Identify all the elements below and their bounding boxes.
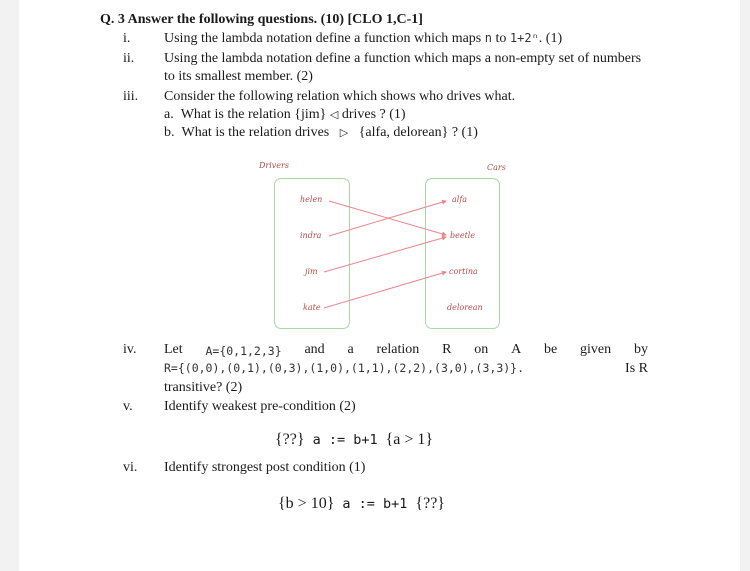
item-text-iv-line3: transitive? (2) xyxy=(164,380,243,395)
car-beetle: beetle xyxy=(450,231,476,240)
item-text-ii-line1: Using the lambda notation define a function which maps a non-empty set of numbers xyxy=(164,51,642,66)
hoare-triple-vi: {b > 10} a := b+1 {??} xyxy=(278,495,445,512)
item-text-iv-line2: R={(0,0),(0,1),(0,3),(1,0),(1,1),(2,2),(3,0),(3,3)}. Is R xyxy=(164,361,648,376)
item-number-i: i. xyxy=(123,31,131,46)
arrow-jim-beetle xyxy=(324,237,446,272)
domain-restriction-symbol: ◁ xyxy=(329,109,339,121)
subitem-iii-b: b. What is the relation drives ▷ {alfa, delorean} ? (1) xyxy=(164,125,478,140)
item-number-v: v. xyxy=(123,399,133,414)
item-number-ii: ii. xyxy=(123,51,135,66)
subitem-iii-a: a. What is the relation {jim} ◁ drives ? (1) xyxy=(164,107,406,122)
range-restriction-symbol: ▷ xyxy=(339,127,349,139)
drivers-title: Drivers xyxy=(259,161,289,170)
driver-jim: jim xyxy=(305,267,318,276)
arrow-kate-cortina xyxy=(324,272,446,308)
car-delorean: delorean xyxy=(447,303,483,312)
driver-kate: kate xyxy=(303,303,321,312)
cars-title: Cars xyxy=(487,163,506,172)
item-number-vi: vi. xyxy=(123,460,138,475)
item-text-iii: Consider the following relation which shows who drives what. xyxy=(164,89,516,104)
car-cortina: cortina xyxy=(449,267,478,276)
item-number-iv: iv. xyxy=(123,342,137,357)
driver-helen: helen xyxy=(300,195,323,204)
item-text-ii-line2: to its smallest member. (2) xyxy=(164,69,313,84)
relation-arrows xyxy=(19,0,740,571)
item-text-iv-line1: Let A={0,1,2,3} and a relation R on A be given by xyxy=(164,342,648,358)
item-number-iii: iii. xyxy=(123,89,139,104)
item-text-i: Using the lambda notation define a function which maps n to 1+2ⁿ. (1) xyxy=(164,31,563,46)
car-alfa: alfa xyxy=(452,195,468,204)
question-title: Q. 3 Answer the following questions. (10) [CLO 1,C-1] xyxy=(100,12,423,27)
driver-indra: indra xyxy=(300,231,322,240)
item-text-v: Identify weakest pre-condition (2) xyxy=(164,399,356,414)
exam-page xyxy=(19,0,740,571)
hoare-triple-v: {??} a := b+1 {a > 1} xyxy=(275,431,434,448)
item-text-vi: Identify strongest post condition (1) xyxy=(164,460,366,475)
